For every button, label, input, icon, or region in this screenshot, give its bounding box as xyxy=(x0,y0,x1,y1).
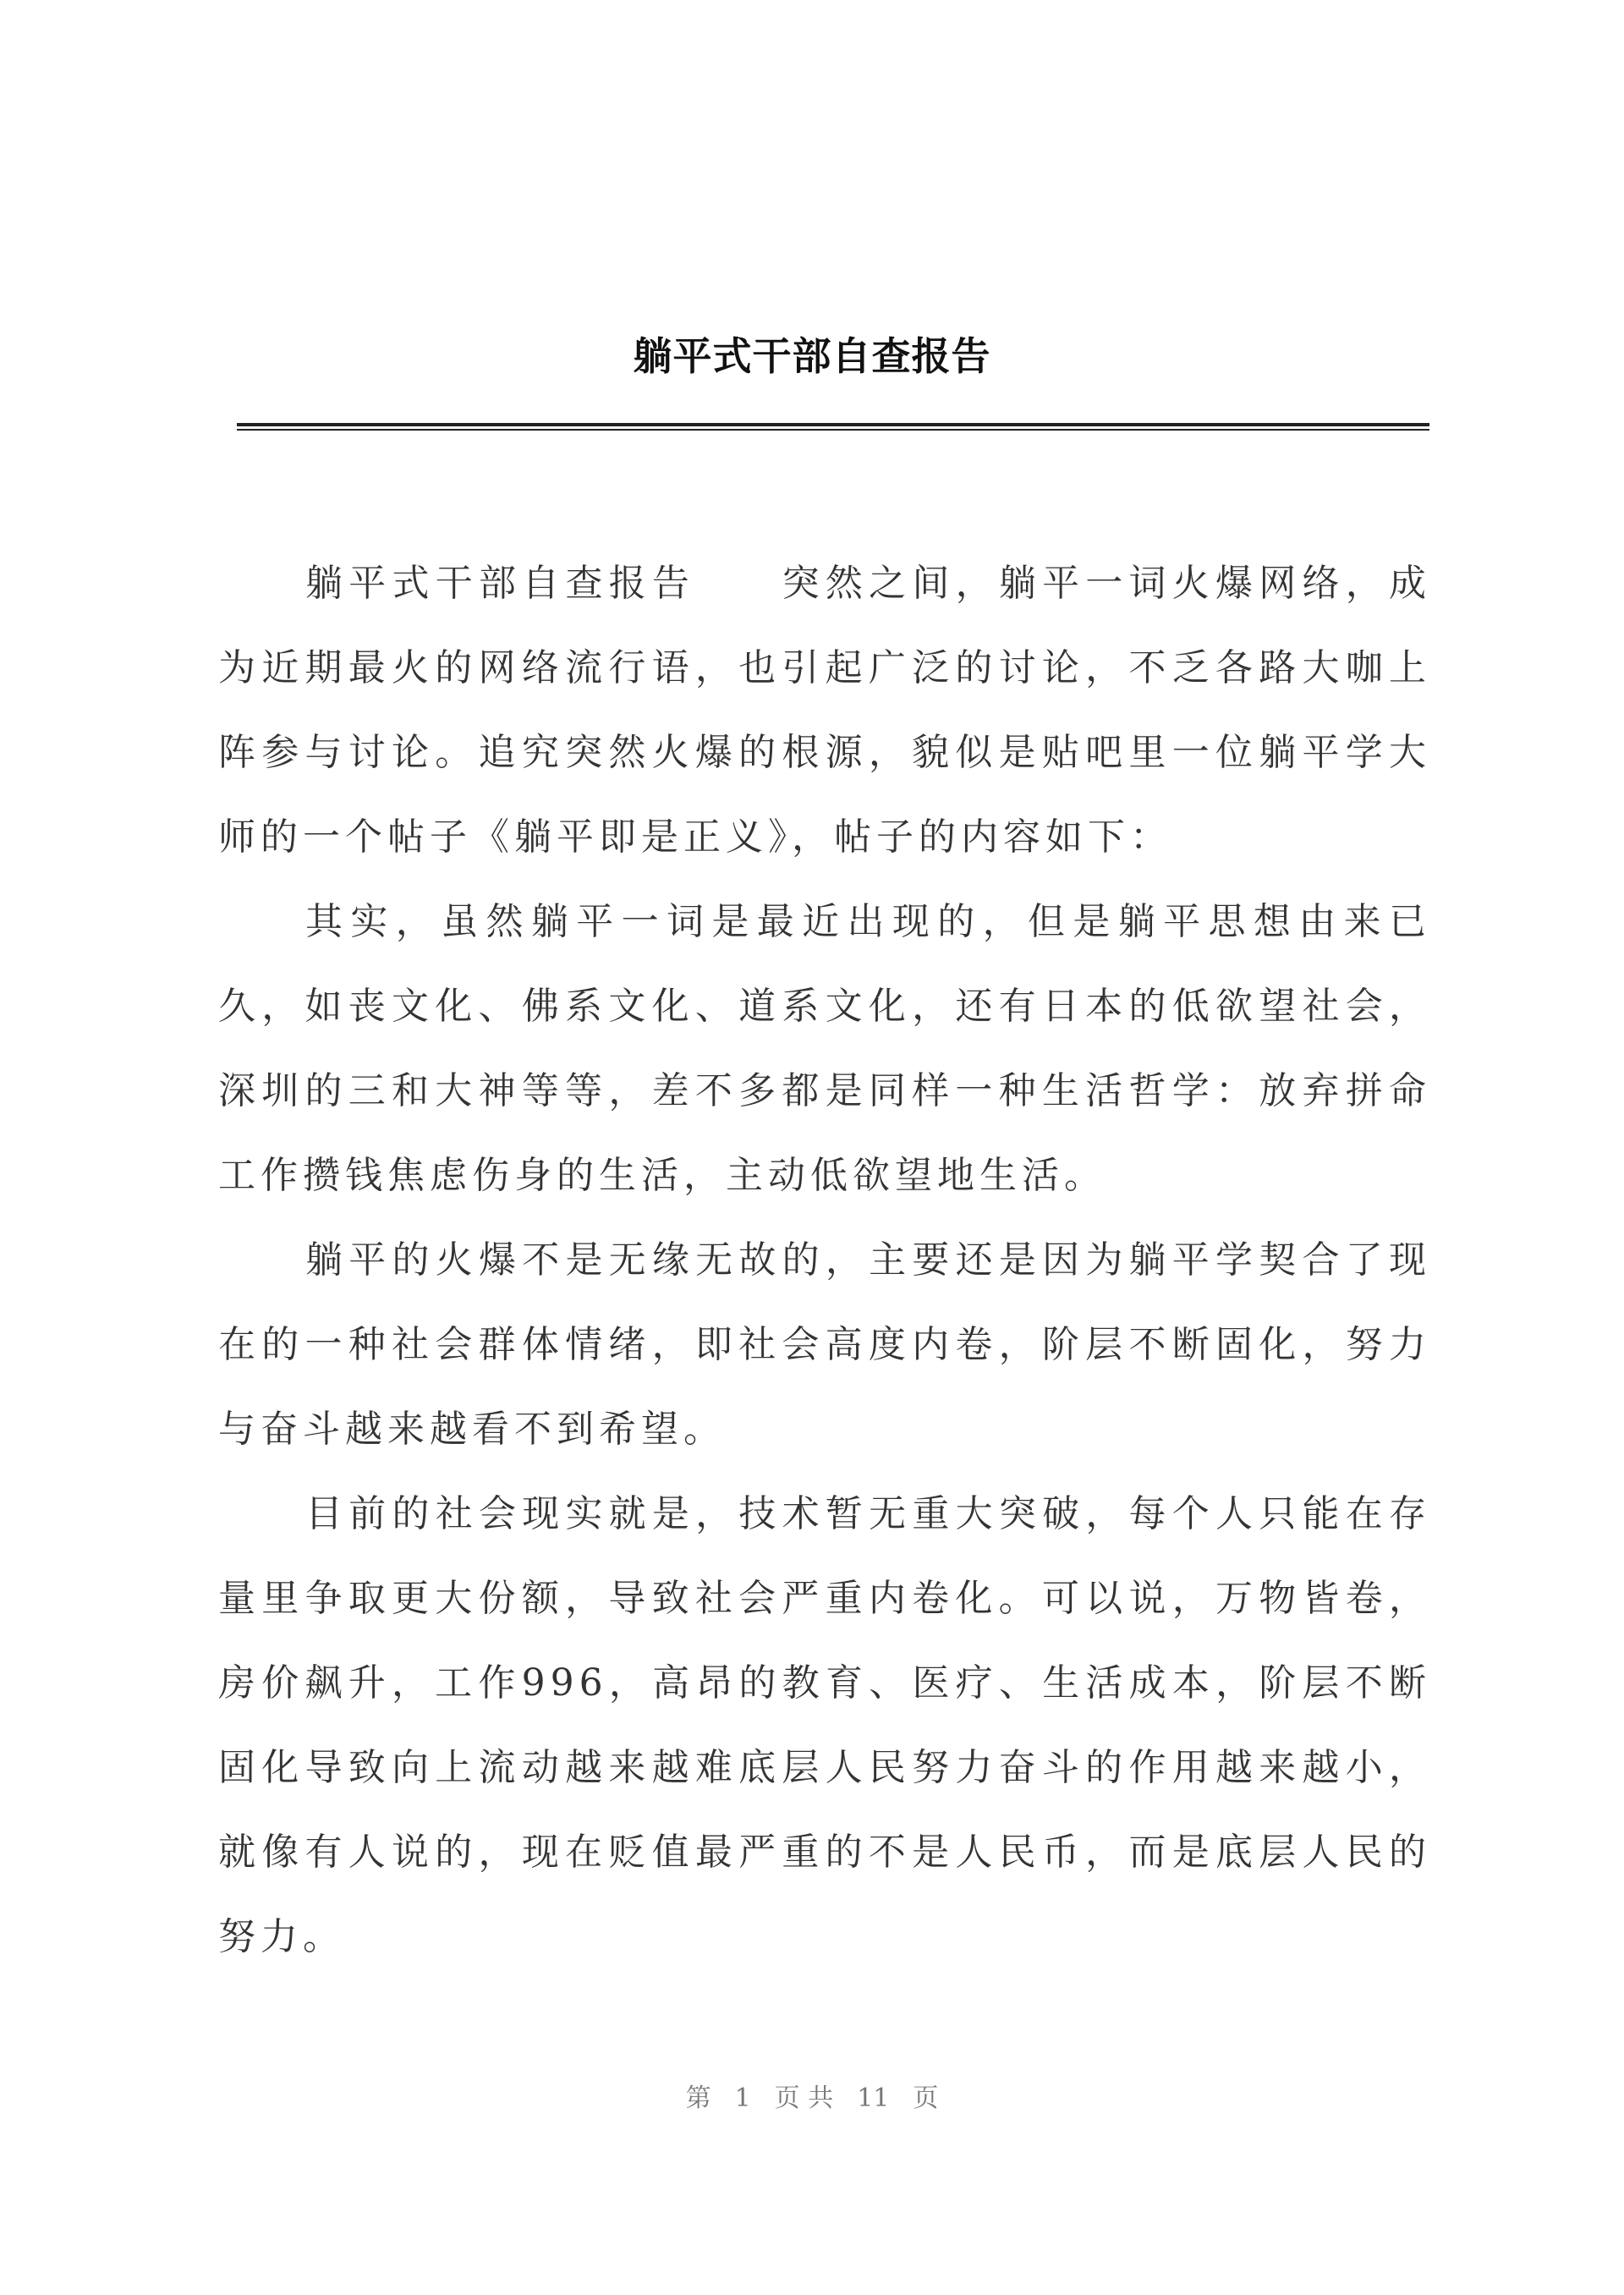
title-divider xyxy=(237,423,1429,431)
footer-suffix: 页 xyxy=(913,2084,939,2113)
document-title: 躺平式干部自查报告 xyxy=(633,333,991,379)
footer-total-pages: 11 xyxy=(857,2084,890,2113)
footer-middle: 页 共 xyxy=(774,2084,834,2113)
document-body xyxy=(218,541,1431,1979)
footer-current-page: 1 xyxy=(734,2084,751,2113)
paragraph-1: 躺平式干部自查报告 突然之间，躺平一词火爆网络，成为近期最火的网络流行语，也引起广泛的讨论，不乏各路大咖上阵参与讨论。追究突然火爆的根源，貌似是贴吧里一位躺平学大师的一个帖子《躺平即是正义》，帖子的内容如下： xyxy=(218,562,1431,859)
page-number-footer xyxy=(0,2077,1624,2114)
paragraph-4: 目前的社会现实就是，技术暂无重大突破，每个人只能在存量里争取更大份额，导致社会严重内卷化。可以说，万物皆卷，房价飙升，工作996，高昂的教育、医疗、生活成本，阶层不断固化导致向上流动越来越难底层人民努力奋斗的作用越来越小，就像有人说的，现在贬值最严重的不是人民币，而是底层人民的努力。 xyxy=(218,1492,1431,1958)
footer-prefix: 第 xyxy=(685,2084,711,2113)
paragraph-3: 躺平的火爆不是无缘无故的，主要还是因为躺平学契合了现在的一种社会群体情绪，即社会高度内卷，阶层不断固化，努力与奋斗越来越看不到希望。 xyxy=(218,1238,1431,1451)
paragraph-2: 其实，虽然躺平一词是最近出现的，但是躺平思想由来已久，如丧文化、佛系文化、道系文化，还有日本的低欲望社会，深圳的三和大神等等，差不多都是同样一种生活哲学：放弃拼命工作攒钱焦虑伤身的生活，主动低欲望地生活。 xyxy=(218,900,1431,1197)
